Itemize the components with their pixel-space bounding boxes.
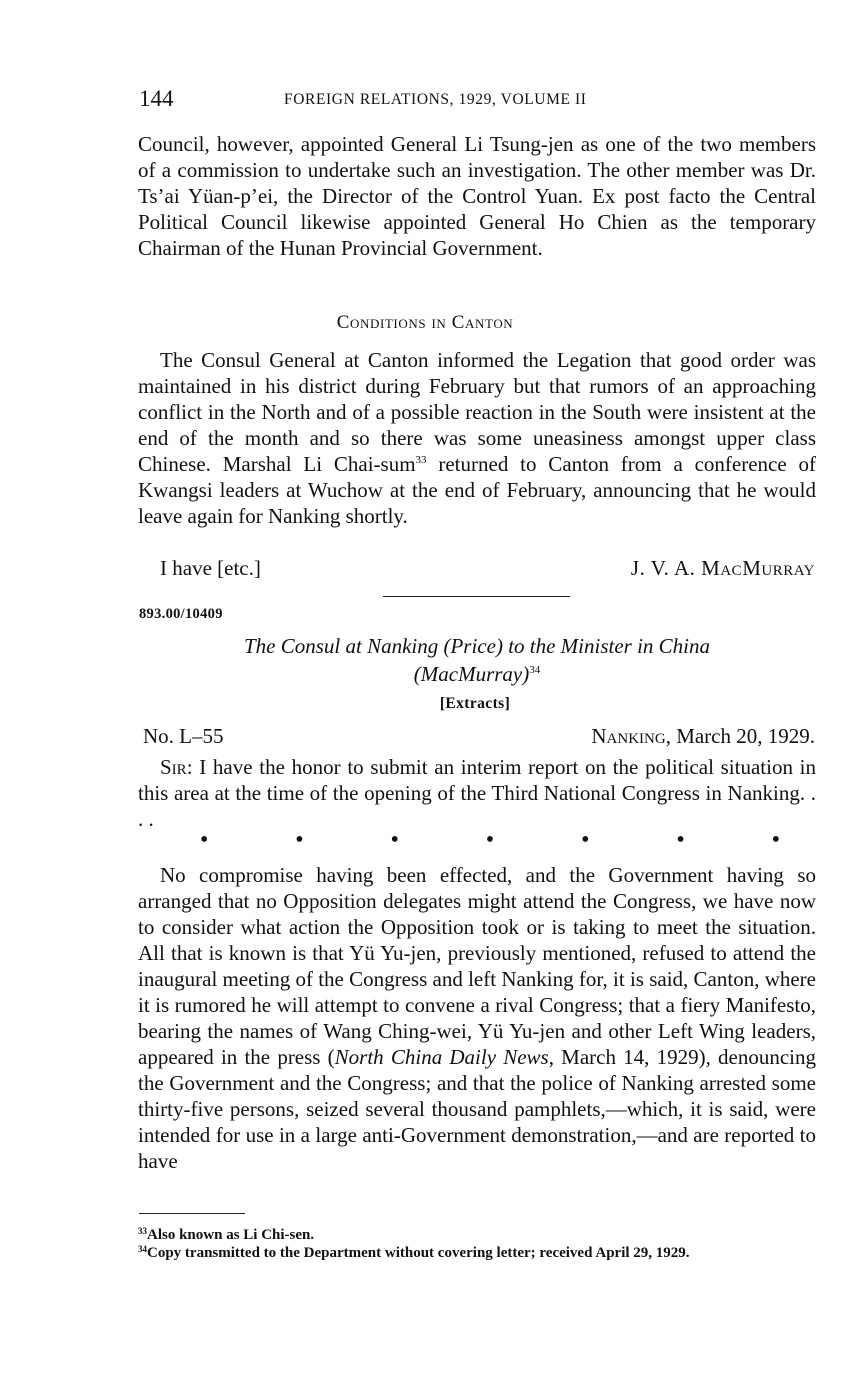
omission-dot: • <box>485 827 495 853</box>
document-title-line-2 <box>138 660 816 688</box>
document-number: No. L–55 <box>143 724 224 748</box>
document-title-recipient: (MacMurray) <box>413 662 530 686</box>
omission-marks <box>200 827 780 853</box>
paragraph-canton <box>138 347 816 529</box>
section-heading: Conditions in Canton <box>336 312 514 333</box>
footnote-text: Also known as Li Chi-sen. <box>147 1227 315 1243</box>
paragraph-canton-text: The Consul General at Canton informed the Legation that good order was maintained in his district during February but that rumors of an approaching conflict in the North and of a possible reaction in the South were insistent at the end of the month and so there was some uneasiness amongst upper class Chinese. Marshal Li Chai-sum <box>138 348 816 476</box>
document-title <box>138 632 816 688</box>
dateline <box>143 724 815 750</box>
place-date <box>591 724 815 749</box>
salutation-paragraph <box>138 754 816 832</box>
omission-dot: • <box>390 827 399 853</box>
document-separator <box>383 596 570 597</box>
paragraph-compromise-text-cont: , March 14, 1929), denouncing the Government and the Congress; and that the police of Nanking arrested some thirty-five persons, seized several thousand pamphlets,—which, it is said, were intended for use in a large anti-Government demonstration,—and are reported to have <box>138 1045 816 1173</box>
footnote-ref-33: 33 <box>415 454 427 466</box>
footnote-text: Copy transmitted to the Department without covering letter; received April 29, 1929. <box>147 1245 690 1261</box>
page-header <box>139 86 815 116</box>
date: , March 20, 1929. <box>665 724 815 748</box>
omission-dot: • <box>295 827 304 853</box>
footnote-mark: 34 <box>138 1244 147 1254</box>
paragraph-council: Council, however, appointed General Li Tsung-jen as one of the two members of a commission to undertake such an investigation. The other member was Dr. Ts’ai Yüan-p’ei, the Director of the Control Yuan. Ex post facto the Central Political Council likewise appointed General Ho Chien as the temporary Chairman of the Hunan Provincial Government. <box>138 132 816 260</box>
place: Nanking <box>591 724 666 748</box>
omission-dot: • <box>581 827 590 853</box>
running-head: FOREIGN RELATIONS, 1929, VOLUME II <box>284 91 587 108</box>
paragraph-compromise-text: No compromise having been effected, and the Government having so arranged that no Opposition delegates might attend the Congress, we have now to consider what action the Opposition took or is taking to meet the situation. All that is known is that Yü Yu-jen, previously mentioned, refused to attend the inaugural meeting of the Congress and left Nanking for, it is said, Canton, where it is rumored he will attempt to convene a rival Congress; that a fiery Manifesto, bearing the names of Wang Ching-wei, Yü Yu-jen and other Left Wing leaders, appeared in the press ( <box>138 863 816 1069</box>
extracts-label: [Extracts] <box>439 695 511 712</box>
document-title-line-1: The Consul at Nanking (Price) to the Minister in China <box>243 634 711 658</box>
footnote-rule <box>139 1213 245 1214</box>
salutation-text: : I have the honor to submit an interim report on the political situation in this area at the time of the opening of the Third National Congress in Nanking. . . . <box>138 755 816 831</box>
closing-line <box>160 556 815 582</box>
omission-dot: • <box>676 827 685 853</box>
paragraph-canton-text-cont: returned to Canton from a conference of Kwangsi leaders at Wuchow at the end of February, announcing that he would leave again for Nanking shortly. <box>138 452 817 528</box>
file-number: 893.00/10409 <box>139 606 223 622</box>
footnote-ref-34: 34 <box>529 664 541 676</box>
salutation: Sir <box>160 755 187 779</box>
omission-dot: • <box>771 827 780 853</box>
paragraph-compromise <box>138 862 816 1174</box>
page-number: 144 <box>139 86 174 111</box>
signature: J. V. A. MacMurray <box>630 556 815 580</box>
newspaper-title: North China Daily News <box>334 1045 549 1069</box>
footnote-mark: 33 <box>138 1226 147 1236</box>
omission-dot: • <box>200 827 209 853</box>
footnote-34 <box>138 1241 816 1262</box>
closing-formula: I have [etc.] <box>160 556 261 580</box>
